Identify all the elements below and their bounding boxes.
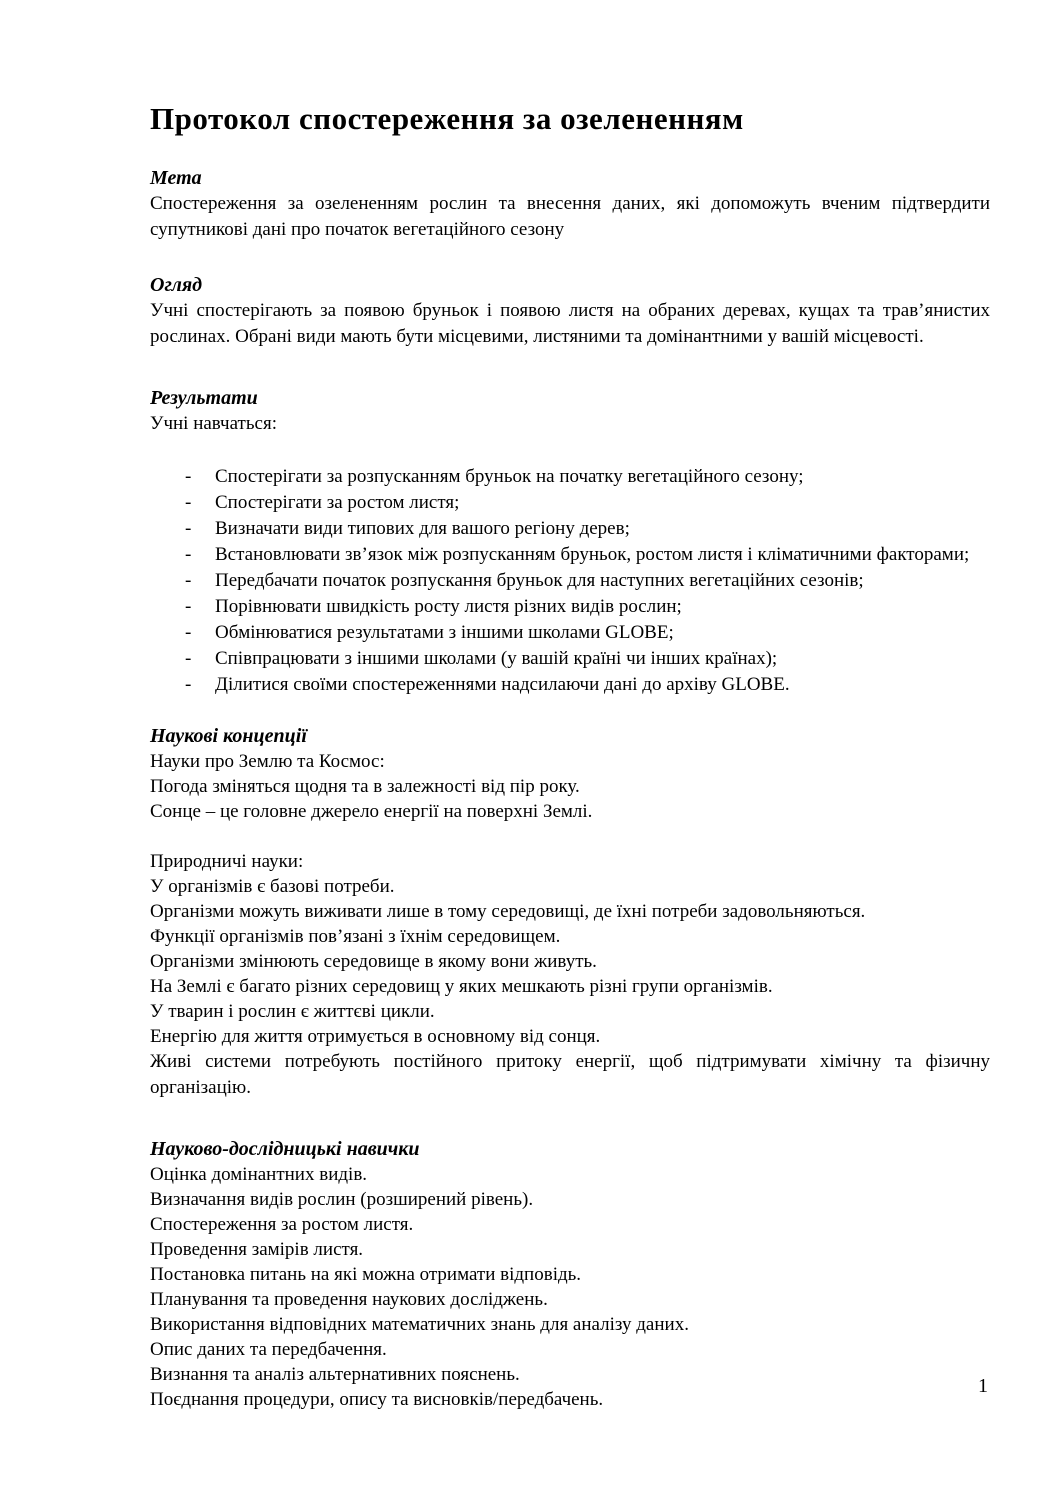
life-science-line: Функції організмів пов’язані з їхнім середовищем.: [150, 926, 561, 947]
bullet-dash: -: [185, 570, 192, 591]
skills-line: Поєднання процедури, опису та висновків/передбачень.: [150, 1389, 604, 1410]
skills-line: Використання відповідних математичних знань для аналізу даних.: [150, 1314, 689, 1335]
bullet-dash: -: [185, 544, 192, 565]
skills-line: Планування та проведення наукових досліджень.: [150, 1289, 548, 1310]
life-science-line: Енергію для життя отримується в основному від сонця.: [150, 1026, 601, 1047]
list-item: [150, 568, 990, 594]
life-science-label: Природничі науки:: [150, 851, 304, 872]
section-heading-science-concepts: Наукові концепції: [150, 725, 307, 747]
list-item: [150, 490, 990, 516]
life-science-line: У організмів є базові потреби.: [150, 876, 395, 897]
bullet-dash: -: [185, 596, 192, 617]
section-heading-overview: Огляд: [150, 274, 203, 296]
list-item-text: Передбачати початок розпускання бруньок для наступних вегетаційних сезонів;: [215, 570, 864, 591]
section-heading-results: Результати: [150, 387, 258, 409]
bullet-dash: -: [185, 492, 192, 513]
list-item-text: Визначати види типових для вашого регіону дерев;: [215, 518, 630, 539]
life-science-line: У тварин і рослин є життєві цикли.: [150, 1001, 435, 1022]
list-item-text: Спостерігати за ростом листя;: [215, 492, 460, 513]
overview-paragraph: Учні спостерігають за появою бруньок і появою листя на обраних деревах, кущах та трав’янистих рослинах. Обрані види мають бути місцевими, листяними та домінантними у вашій місцевості.: [150, 300, 990, 347]
skills-line: Оцінка домінантних видів.: [150, 1164, 368, 1185]
page-title: Протокол спостереження за озелененням: [150, 101, 744, 136]
list-item-text: Обмінюватися результатами з іншими школами GLOBE;: [215, 622, 674, 643]
skills-line: Постановка питань на які можна отримати відповідь.: [150, 1264, 582, 1285]
skills-line: Спостереження за ростом листя.: [150, 1214, 414, 1235]
life-science-line: На Землі є багато різних середовищ у яких мешкають різні групи організмів.: [150, 976, 773, 997]
earth-space-label: Науки про Землю та Космос:: [150, 751, 385, 772]
list-item-text: Порівнювати швидкість росту листя різних видів рослин;: [215, 596, 682, 617]
list-item-text: Ділитися своїми спостереженнями надсилаючи дані до архіву GLOBE.: [215, 674, 790, 695]
list-item: [150, 594, 990, 620]
list-item: [150, 542, 990, 568]
section-heading-meta: Мета: [150, 167, 202, 189]
section-heading-inquiry-skills: Науково-дослідницькі навички: [150, 1138, 420, 1160]
list-item: [150, 516, 990, 542]
bullet-dash: -: [185, 466, 192, 487]
bullet-dash: -: [185, 622, 192, 643]
earth-space-line: Сонце – це головне джерело енергії на поверхні Землі.: [150, 801, 593, 822]
life-science-line: Організми можуть виживати лише в тому середовищі, де їхні потреби задовольняються.: [150, 901, 866, 922]
life-science-line: Живі системи потребують постійного притоку енергії, щоб підтримувати хімічну та фізичну організацію.: [150, 1051, 990, 1098]
list-item-text: Встановлювати зв’язок між розпусканням бруньок, ростом листя і кліматичними факторами;: [215, 544, 970, 565]
results-intro: Учні навчаться:: [150, 413, 277, 434]
earth-space-line: Погода зміняться щодня та в залежності від пір року.: [150, 776, 580, 797]
bullet-dash: -: [185, 518, 192, 539]
list-item-text: Співпрацювати з іншими школами (у вашій країні чи інших країнах);: [215, 648, 778, 669]
skills-line: Визнання та аналіз альтернативних пояснень.: [150, 1364, 520, 1385]
skills-line: Опис даних та передбачення.: [150, 1339, 387, 1360]
list-item: [150, 672, 990, 698]
results-list: [150, 464, 990, 698]
bullet-dash: -: [185, 674, 192, 695]
life-science-line: Організми змінюють середовище в якому вони живуть.: [150, 951, 597, 972]
document-content: [150, 100, 990, 1412]
skills-line: Проведення замірів листя.: [150, 1239, 364, 1260]
list-item: [150, 620, 990, 646]
page-number: 1: [978, 1375, 988, 1397]
skills-line: Визначання видів рослин (розширений рівень).: [150, 1189, 534, 1210]
meta-paragraph: Спостереження за озелененням рослин та внесення даних, які допоможуть вченим підтвердити супутникові дані про початок вегетаційного сезону: [150, 193, 990, 240]
bullet-dash: -: [185, 648, 192, 669]
list-item: [150, 646, 990, 672]
list-item-text: Спостерігати за розпусканням бруньок на початку вегетаційного сезону;: [215, 466, 804, 487]
list-item: [150, 464, 990, 490]
